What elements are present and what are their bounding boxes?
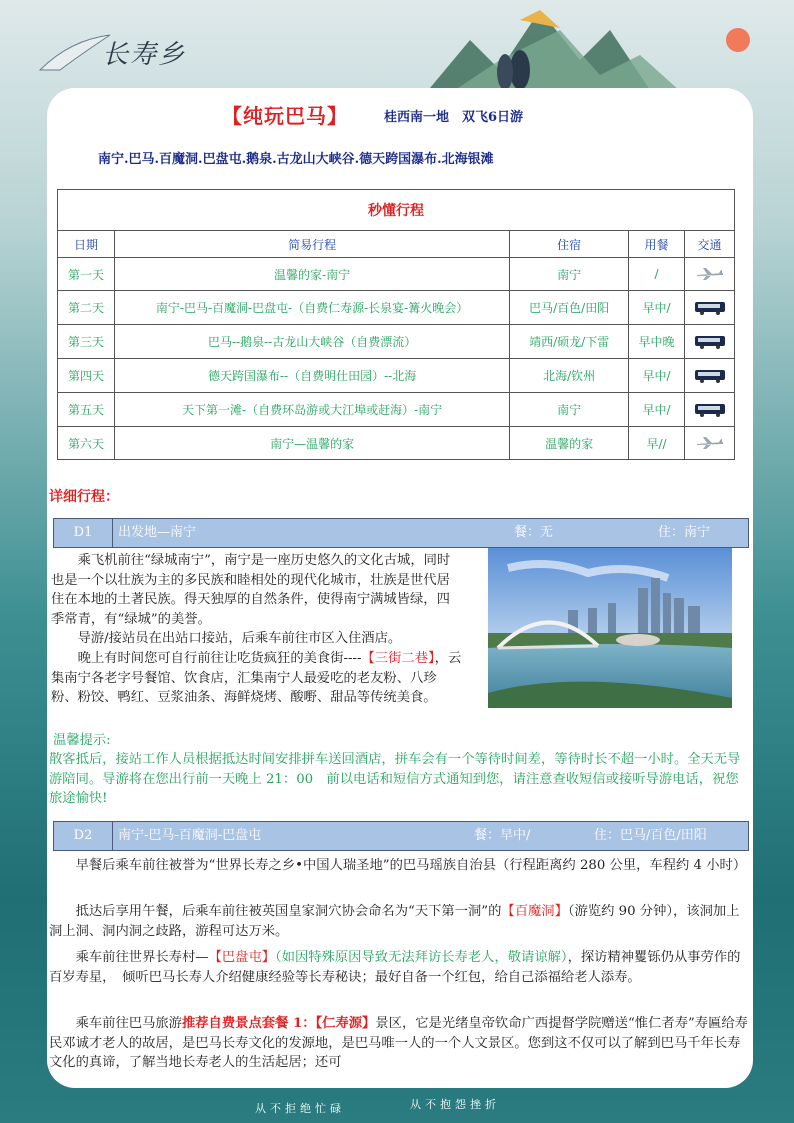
column-header: 日期: [58, 231, 115, 258]
text-span: 晚上有时间您可自行前往让吃货疯狂的美食街----: [77, 651, 362, 666]
table-header-row: [58, 231, 735, 258]
day2-paragraph: 早餐后乘车前往被誉为“世界长寿之乡•中国人瑞圣地”的巴马瑶族自治县（行程距离约 280 公里，车程约 4 小时）: [75, 858, 747, 873]
table-row: [58, 258, 735, 291]
day2-paragraph: [49, 948, 749, 987]
slogan-left: 从不拒绝忙碌: [255, 1102, 345, 1115]
day-cell: 第五天: [58, 393, 115, 427]
day1-paragraph: 导游/接站员在出站口接站，后乘车前往市区入住酒店。: [77, 631, 402, 646]
meals-cell: 早//: [629, 427, 685, 460]
highlight-text: 【百魔洞】: [501, 904, 568, 919]
page-subtitle: 桂西南一地 双飞6日游: [384, 110, 524, 125]
stay-cell: 靖西/硕龙/下雷: [510, 325, 629, 359]
route-cell: 巴马--鹅泉--古龙山大峡谷（自费漂流）: [114, 325, 509, 359]
text-span: （游览约 90 分钟），该洞加上洞上洞、洞内洞之歧路，游程可达万米。: [49, 904, 740, 939]
transport-cell: [685, 359, 735, 393]
nanning-city-photo: [488, 548, 732, 708]
transport-cell: [685, 393, 735, 427]
city-river-illustration: [488, 548, 732, 708]
plane-icon: [695, 436, 725, 450]
text-span: ，云集南宁各老字号餐馆、饮食店，汇集南宁人最爱吃的老友粉、八珍粉、粉饺、鸭红、豆浆油条、海鲜烧烤、酸嘢、甜品等传统美食。: [51, 651, 462, 705]
meals-cell: 早中/: [629, 393, 685, 427]
text-span: 乘车前往巴马旅游: [75, 1016, 182, 1031]
day-header-bar: [53, 821, 749, 851]
day-title: 出发地—南宁: [118, 525, 197, 540]
brand-logo-text: 长寿乡: [102, 40, 187, 70]
day-meal: 餐：早中/: [474, 828, 531, 843]
stay-cell: 巴马/百色/田阳: [510, 291, 629, 325]
meals-cell: 早中/: [629, 291, 685, 325]
day-meal: 餐：无: [514, 525, 554, 540]
day-cell: 第二天: [58, 291, 115, 325]
stay-cell: 北海/钦州: [510, 359, 629, 393]
day-number: D2: [54, 822, 113, 850]
stay-cell: 南宁: [510, 393, 629, 427]
day-header-bar: [53, 518, 749, 548]
schedule-table: [57, 189, 735, 460]
slogan-right: 从不抱怨挫折: [410, 1098, 500, 1111]
highlight-text: 【巴盘屯】: [208, 950, 276, 965]
day-stay: 住：南宁: [658, 525, 711, 540]
meals-cell: 早中/: [629, 359, 685, 393]
text-span: 抵达后享用午餐，后乘车前往被英国皇家洞穴协会命名为“天下第一洞”的: [75, 904, 502, 919]
bus-icon: [694, 334, 726, 350]
elderly-couple-figure: [510, 50, 530, 90]
column-header: 简易行程: [114, 231, 509, 258]
day-cell: 第四天: [58, 359, 115, 393]
transport-cell: [685, 325, 735, 359]
bus-icon: [694, 402, 726, 418]
day-title: 南宁-巴马-百魔洞-巴盘屯: [118, 828, 262, 843]
table-row: [58, 291, 735, 325]
bus-icon: [694, 368, 726, 384]
bus-icon: [694, 300, 726, 316]
header-banner: [0, 0, 794, 100]
day1-paragraph: 乘飞机前往“绿城南宁”，南宁是一座历史悠久的文化古城，同时也是一个以壮族为主的多民族和睦相处的现代化城市，壮族是世代居住在本地的土著民族。得天独厚的自然条件，使得南宁满城皆绿，四季常青，有“绿城”的美誉。: [51, 553, 451, 627]
route-cell: 南宁—温馨的家: [114, 427, 509, 460]
route-summary: 南宁.巴马.百魔洞.巴盘屯.鹅泉.古龙山大峡谷.德天跨国瀑布.北海银滩: [98, 152, 494, 167]
sun-decoration: [726, 28, 750, 52]
table-row: [58, 427, 735, 460]
transport-cell: [685, 258, 735, 291]
column-header: 用餐: [629, 231, 685, 258]
column-header: 交通: [685, 231, 735, 258]
transport-cell: [685, 427, 735, 460]
highlight-text: 【三街二巷】: [361, 651, 435, 666]
route-cell: 温馨的家-南宁: [114, 258, 509, 291]
day-cell: 第六天: [58, 427, 115, 460]
stay-cell: 温馨的家: [510, 427, 629, 460]
text-span: 景区，它是光绪皇帝钦命广西提督学院赠送“惟仁者寿”寿匾给寿民邓诚才老人的故居，是巴马长寿文化的发源地，是巴马唯一人的一个人文景区。您到这不仅可以了解到巴马千年长寿文化的真谛，了解当地长寿老人的生活起居；还可: [49, 1016, 748, 1070]
table-row: [58, 359, 735, 393]
highlight-text: 推荐自费景点套餐 1：【仁寿源】: [181, 1016, 376, 1031]
table-row: [58, 325, 735, 359]
schedule-caption: 秒懂行程: [58, 190, 735, 231]
route-cell: 南宁-巴马-百魔洞-巴盘屯-（自费仁寿源-长泉宴-篝火晚会）: [114, 291, 509, 325]
day2-paragraph: [49, 1014, 749, 1073]
detail-section-label: 详细行程：: [49, 489, 119, 505]
crane-icon: [40, 35, 110, 70]
transport-cell: [685, 291, 735, 325]
tip-label: 温馨提示:: [53, 733, 111, 748]
day2-paragraph: [49, 902, 749, 941]
document-page: [47, 88, 753, 1088]
text-span: 乘车前往世界长寿村—: [75, 950, 209, 965]
day-cell: 第三天: [58, 325, 115, 359]
day-stay: 住：巴马/百色/田阳: [594, 828, 707, 843]
meals-cell: 早中晚: [629, 325, 685, 359]
column-header: 住宿: [510, 231, 629, 258]
route-cell: 天下第一滩-（自费环岛游或大江埠或赶海）-南宁: [114, 393, 509, 427]
page-title: 【纯玩巴马】: [222, 104, 348, 128]
day-cell: 第一天: [58, 258, 115, 291]
meals-cell: /: [629, 258, 685, 291]
route-cell: 德天跨国瀑布--（自费明仕田园）--北海: [114, 359, 509, 393]
text-span: ，探访精神矍铄仍从事劳作的百岁寿星， 倾听巴马长寿人介绍健康经验等长寿秘诀；最好自备一个红包，给自己添福给老人添寿。: [49, 950, 741, 985]
day-number: D1: [54, 519, 113, 547]
elderly-couple-figure: [497, 54, 513, 90]
stay-cell: 南宁: [510, 258, 629, 291]
table-row: [58, 393, 735, 427]
plane-icon: [695, 267, 725, 281]
tip-text: 散客抵后，接站工作人员根据抵达时间安排拼车送回酒店，拼车会有一个等待时间差，等待时长不超一小时。全天无导游陪同。导游将在您出行前一天晚上 21：00 前以电话和短信方式通知到您，请注意查收短信或接听导游电话，祝您旅途愉快!: [49, 752, 741, 806]
note-text: （如因特殊原因导致无法拜访长寿老人，敬请谅解）: [275, 950, 568, 965]
day1-paragraph: [51, 649, 463, 708]
